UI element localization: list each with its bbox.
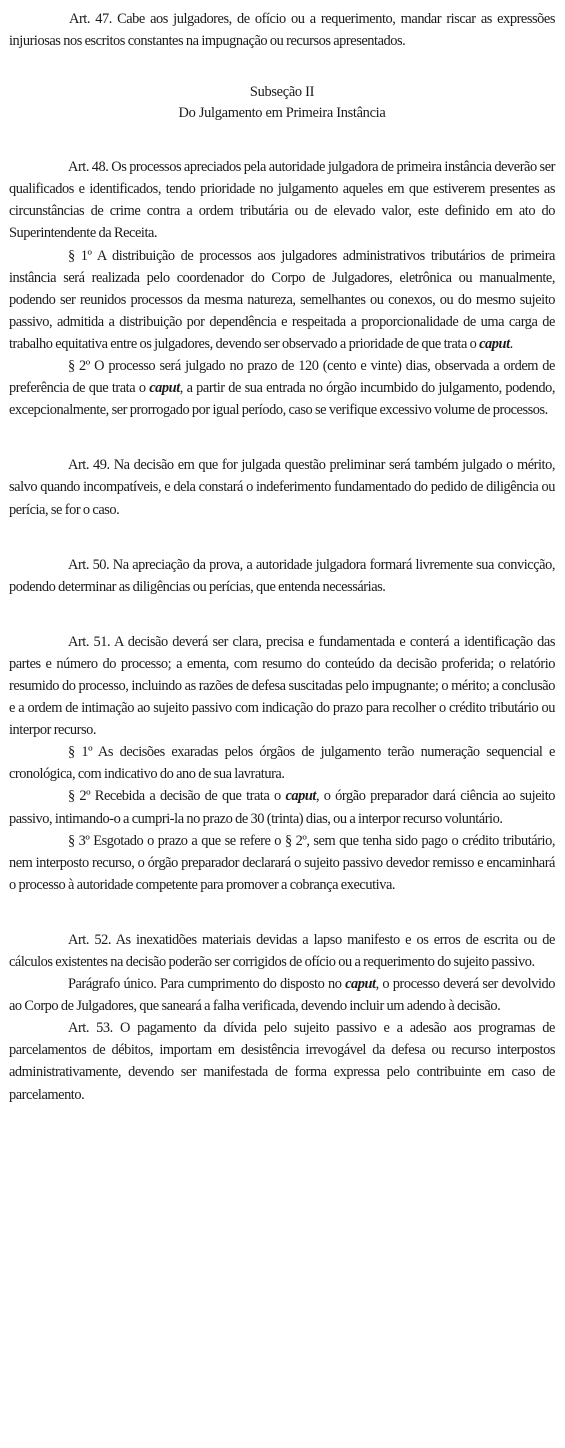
art-48-p1-end: . [509,335,513,352]
art-50: Art. 50. Na apreciação da prova, a autoridade julgadora formará livremente sua convicção, podendo determinar as diligências ou perícias, que entenda necessárias. [9,556,555,595]
caput-term: caput [285,788,316,805]
art-51-caput: Art. 51. A decisão deverá ser clara, precisa e fundamentada e conterá a identificação das partes e número do processo; a ementa, com resumo do conteúdo da decisão proferida; o relatório resumido do processo, incluindo as razões de defesa suscitadas pelo impugnante; o mérito; a conclusão e a ordem de intimação ao sujeito passivo com indicação do prazo para recolher o crédito tributário ou interpor recurso. [9,633,555,739]
art-52-pu-text: Parágrafo único. Para cumprimento do disposto no [68,976,346,993]
art-51-p2-text: § 2º Recebida a decisão de que trata o [68,788,286,805]
art-48-p2-text: § 2º O processo será julgado no prazo de 120 (cento e vinte) dias, observada a ordem de preferência de que trata o [9,358,555,397]
subsection-number: Subseção II [249,84,315,101]
caput-term: caput [479,335,510,352]
art-51-paragraph-2 [9,785,555,829]
art-48-paragraph-2 [9,355,555,421]
subsection-heading [9,82,555,124]
art-48-p1-text: § 1º A distribuição de processos aos julgadores administrativos tributários de primeira instância será realizada pelo coordenador do Corpo de Julgadores, eletrônica ou manualmente, podendo ser reunidos processos da mesma natureza, semelhantes ou conexos, ou do mesmo sujeito passivo, admitida a distribuição por dependência e respeitada a proporcionalidade de uma carga de trabalho equitativa entre os julgadores, devendo ser observado a prioridade de que trata o [9,247,555,352]
caput-term: caput [345,976,376,993]
subsection-title: Do Julgamento em Primeira Instância [178,105,386,122]
art-52-paragrafo-unico [9,973,555,1017]
art-53: Art. 53. O pagamento da dívida pelo sujeito passivo e a adesão aos programas de parcelamentos de débitos, importam em desistência irrevogável da defesa ou recurso interpostos administrativamente, devendo ser manifestada de forma expressa pelo contribuinte em caso de parcelamento. [9,1020,555,1103]
art-49: Art. 49. Na decisão em que for julgada questão preliminar será também julgado o mérito, salvo quando incompatíveis, e dela constará o indeferimento fundamentado do pedido de diligência ou perícia, se for o caso. [9,457,555,518]
art-52-caput: Art. 52. As inexatidões materiais devidas a lapso manifesto e os erros de escrita ou de cálculos existentes na decisão poderão ser corrigidos de ofício ou a requerimento do sujeito passivo. [9,931,555,970]
art-48-paragraph-1 [9,245,555,355]
art-48-p2-end: , a partir de sua entrada no órgão incumbido do julgamento, podendo, excepcionalmente, ser prorrogado por igual período, caso se verifique excessivo volume de processos. [9,380,555,419]
caput-term: caput [149,380,180,397]
art-48-caput: Art. 48. Os processos apreciados pela autoridade julgadora de primeira instância deverão ser qualificados e identificados, tendo prioridade no julgamento aqueles em que estiverem presentes as circunstâncias de crime contra a ordem tributária ou de elevado valor, este definido em ato do Superintendente da Receita. [9,159,555,242]
art-52-pu-end: , o processo deverá ser devolvido ao Corpo de Julgadores, que saneará a falha verificada, devendo incluir um adendo à decisão. [9,976,555,1015]
art-51-paragraph-1: § 1º As decisões exaradas pelos órgãos de julgamento terão numeração sequencial e cronológica, com indicativo do ano de sua lavratura. [9,744,555,783]
art-51-p2-end: , o órgão preparador dará ciência ao sujeito passivo, intimando-o a cumpri-la no prazo de 30 (trinta) dias, ou a interpor recurso voluntário. [9,788,555,827]
document-page [0,8,565,1448]
art-47: Art. 47. Cabe aos julgadores, de ofício ou a requerimento, mandar riscar as expressões injuriosas nos escritos constantes na impugnação ou recursos apresentados. [9,11,555,50]
art-51-paragraph-3: § 3º Esgotado o prazo a que se refere o § 2º, sem que tenha sido pago o crédito tributário, nem interposto recurso, o órgão preparador declarará o sujeito passivo devedor remisso e encaminhará o processo à autoridade competente para promover a cobrança executiva. [9,832,555,893]
